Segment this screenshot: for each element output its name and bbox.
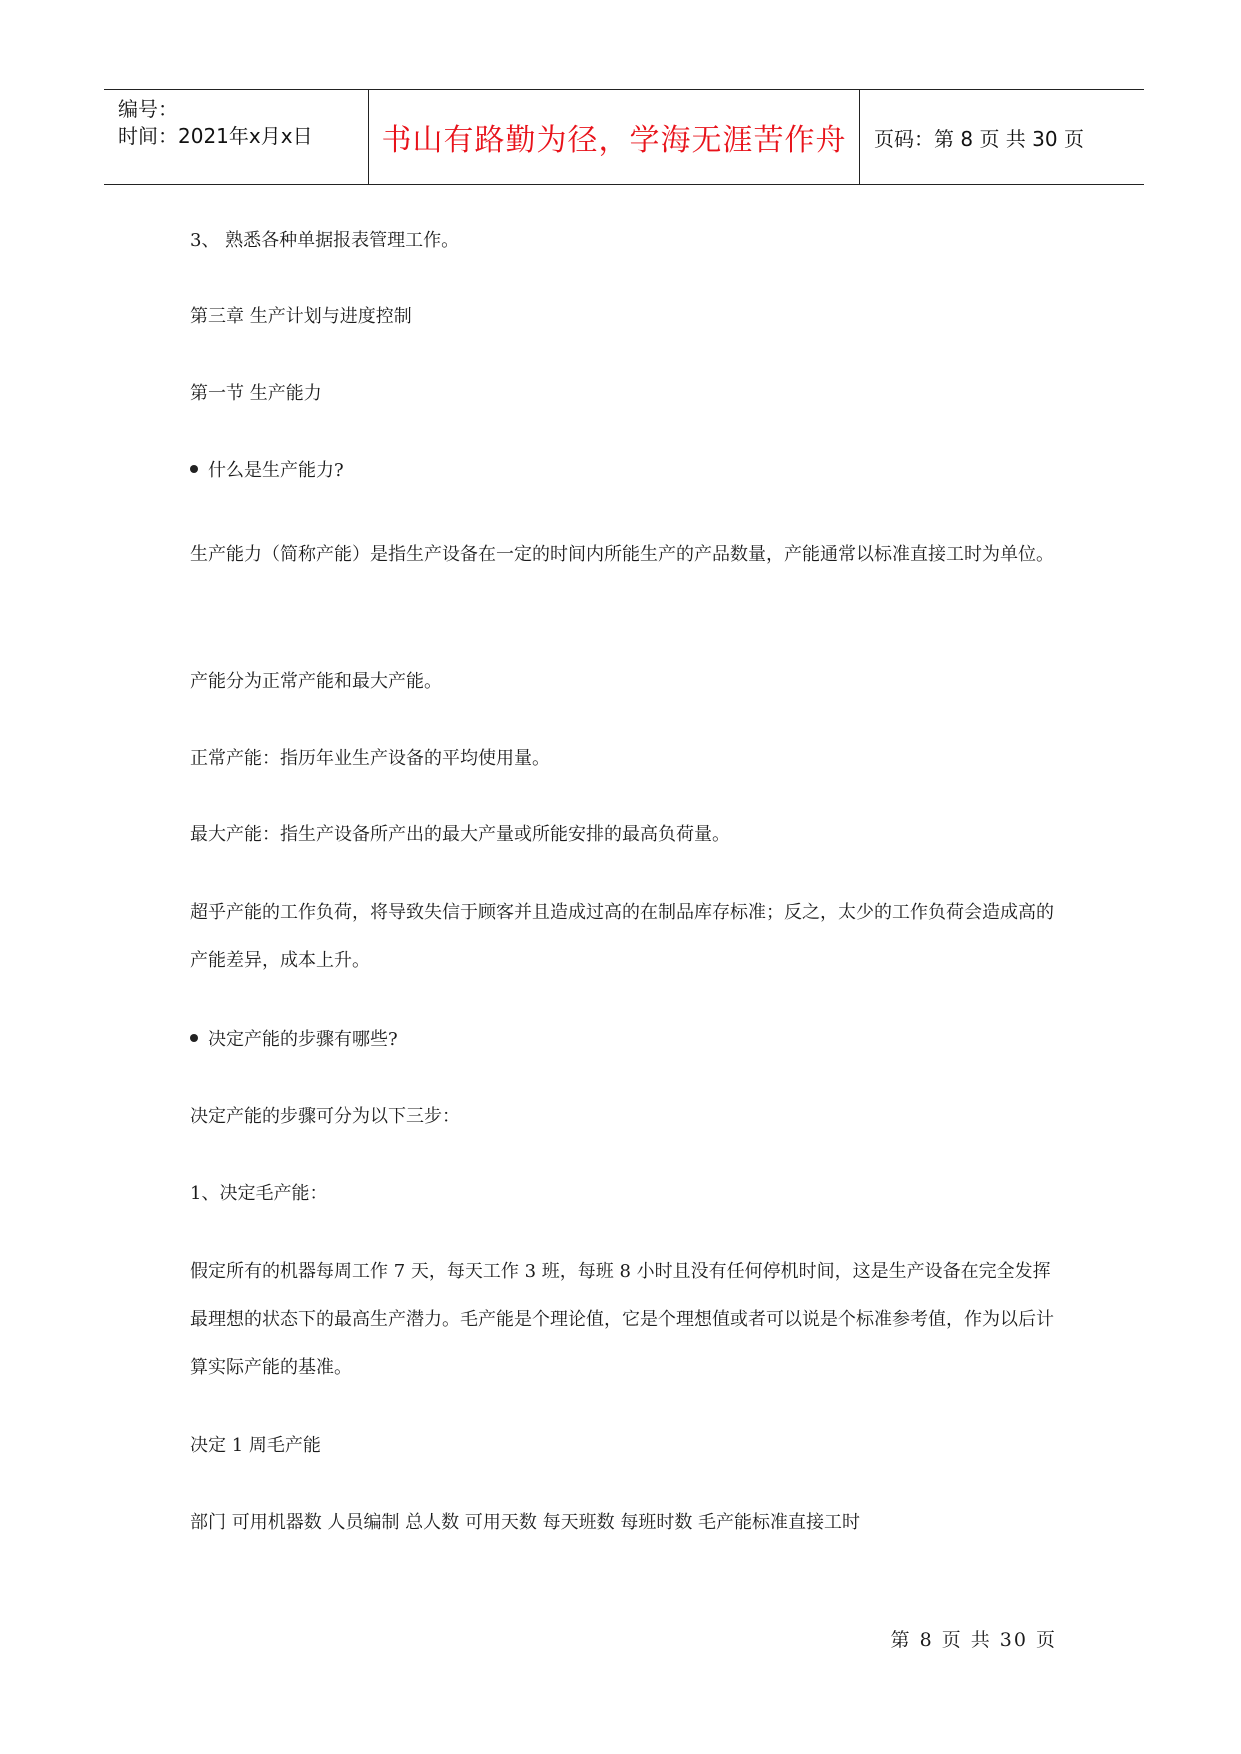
page-footer: 第 8 页 共 30 页 [890,1629,1057,1651]
paragraph-step-1: 1、决定毛产能： [190,1183,328,1204]
document-time-label: 时间：2021年x月x日 [118,124,313,148]
paragraph-capacity-definition: 生产能力（简称产能）是指生产设备在一定的时间内所能生产的产品数量，产能通常以标准直接工时为单位。 [190,544,1054,565]
section-heading: 第一节 生产能力 [190,383,322,404]
paragraph-steps-intro: 决定产能的步骤可分为以下三步： [190,1106,460,1127]
bullet-icon [190,465,198,473]
paragraph-gross-capacity: 假定所有的机器每周工作 7 天，每天工作 3 班，每班 8 小时且没有任何停机时间，这是生产设备在完全发挥最理想的状态下的最高生产潜力。毛产能是个理论值，它是个理想值或者可以说是个标准参考值，作为以后计算实际产能的基准。 [190,1261,1054,1378]
bullet-text: 决定产能的步骤有哪些? [208,1029,398,1050]
page-header [104,89,1144,185]
header-motto-cell [368,90,860,184]
bullet-icon [190,1034,198,1042]
chapter-heading: 第三章 生产计划与进度控制 [190,306,412,327]
bullet-text: 什么是生产能力? [208,460,344,481]
header-page-cell [860,90,1144,184]
header-left-cell [104,90,368,184]
paragraph-item-3: 3、 熟悉各种单据报表管理工作。 [190,230,460,251]
paragraph-weekly-gross: 决定 1 周毛产能 [190,1435,321,1456]
paragraph-capacity-types: 产能分为正常产能和最大产能。 [190,671,442,692]
header-motto: 书山有路勤为径，学海无涯苦作舟 [381,123,847,158]
paragraph-overload: 超乎产能的工作负荷，将导致失信于顾客并且造成过高的在制品库存标准；反之，太少的工作负荷会造成高的产能差异，成本上升。 [190,902,1054,971]
paragraph-normal-capacity: 正常产能：指历年业生产设备的平均使用量。 [190,748,550,769]
document-number-label: 编号： [118,97,178,121]
bullet-question-steps [190,1016,1060,1064]
paragraph-max-capacity: 最大产能：指生产设备所产出的最大产量或所能安排的最高负荷量。 [190,824,730,845]
table-header-row: 部门 可用机器数 人员编制 总人数 可用天数 每天班数 每班时数 毛产能标准直接工时 [190,1512,861,1533]
header-page-code: 页码：第 8 页 共 30 页 [874,126,1084,151]
bullet-question-capacity [190,447,1060,495]
